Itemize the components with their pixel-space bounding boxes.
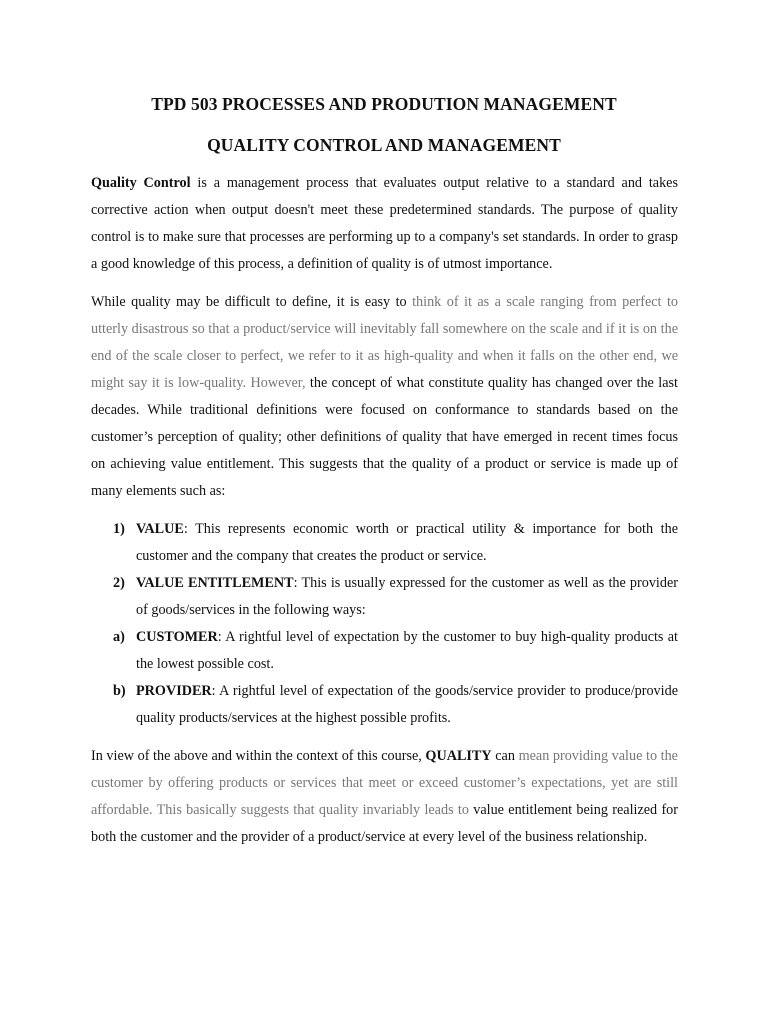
elements-list [91,516,678,732]
list-text: : A rightful level of expectation by the customer to buy high-quality products at the lowest possible cost. [136,629,678,672]
paragraph-text: In view of the above and within the context of this course, [91,748,426,764]
list-marker: 2) [113,575,125,591]
list-term: VALUE ENTITLEMENT [136,575,294,591]
list-item [91,570,678,624]
list-term: CUSTOMER [136,629,218,645]
list-term: PROVIDER [136,683,212,699]
list-marker: a) [113,629,125,645]
paragraph-quality-control [91,170,678,278]
highlighted-text: think of it as a scale ranging from perfect to utterly disastrous so that a product/service will inevitably fall somewhere on the scale and if it is on the end of the scale closer to perfect, we refer to it as high-quality and when it falls on the other end, we might say it is low-quality. However, [91,294,678,391]
paragraph-text: the concept of what constitute quality has changed over the last decades. While traditional definitions were focused on conformance to standards based on the customer’s perception of quality; other definitions of quality that have emerged in recent times focus on achieving value entitlement. This suggests that the quality of a product or service is made up of many elements such as: [91,375,678,499]
course-title: TPD 503 PROCESSES AND PRODUTION MANAGEMENT [151,94,617,114]
list-item [91,516,678,570]
list-text: : This represents economic worth or practical utility & importance for both the customer and the company that creates the product or service. [136,521,678,564]
term-quality-control: Quality Control [91,175,191,191]
paragraph-quality-meaning [91,743,678,851]
list-item [91,678,678,732]
paragraph-text: can [491,748,519,764]
term-quality: QUALITY [425,748,492,764]
paragraph-text: value entitlement being realized for both the customer and the provider of a product/service at every level of the business relationship. [91,802,678,845]
paragraph-text: While quality may be difficult to define, it is easy to [91,294,413,310]
list-marker: 1) [113,521,125,537]
paragraph-text: is a management process that evaluates output relative to a standard and takes corrective action when output doesn't meet these predetermined standards. The purpose of quality control is to make sure that processes are performing up to a company's set standards. In order to grasp a good knowledge of this process, a definition of quality is of utmost importance. [91,175,678,272]
list-term: VALUE [136,521,184,537]
section-title: QUALITY CONTROL AND MANAGEMENT [207,135,561,155]
list-text: : A rightful level of expectation of the goods/service provider to produce/provide quality products/services at the highest possible profits. [136,683,678,726]
list-marker: b) [113,683,126,699]
list-text: : This is usually expressed for the customer as well as the provider of goods/services in the following ways: [136,575,678,618]
paragraph-quality-definition [91,289,678,505]
highlighted-text: mean providing value to the customer by offering products or services that meet or exceed customer’s expectations, yet are still affordable. This basically suggests that quality invariably leads to [91,748,678,818]
list-item [91,624,678,678]
